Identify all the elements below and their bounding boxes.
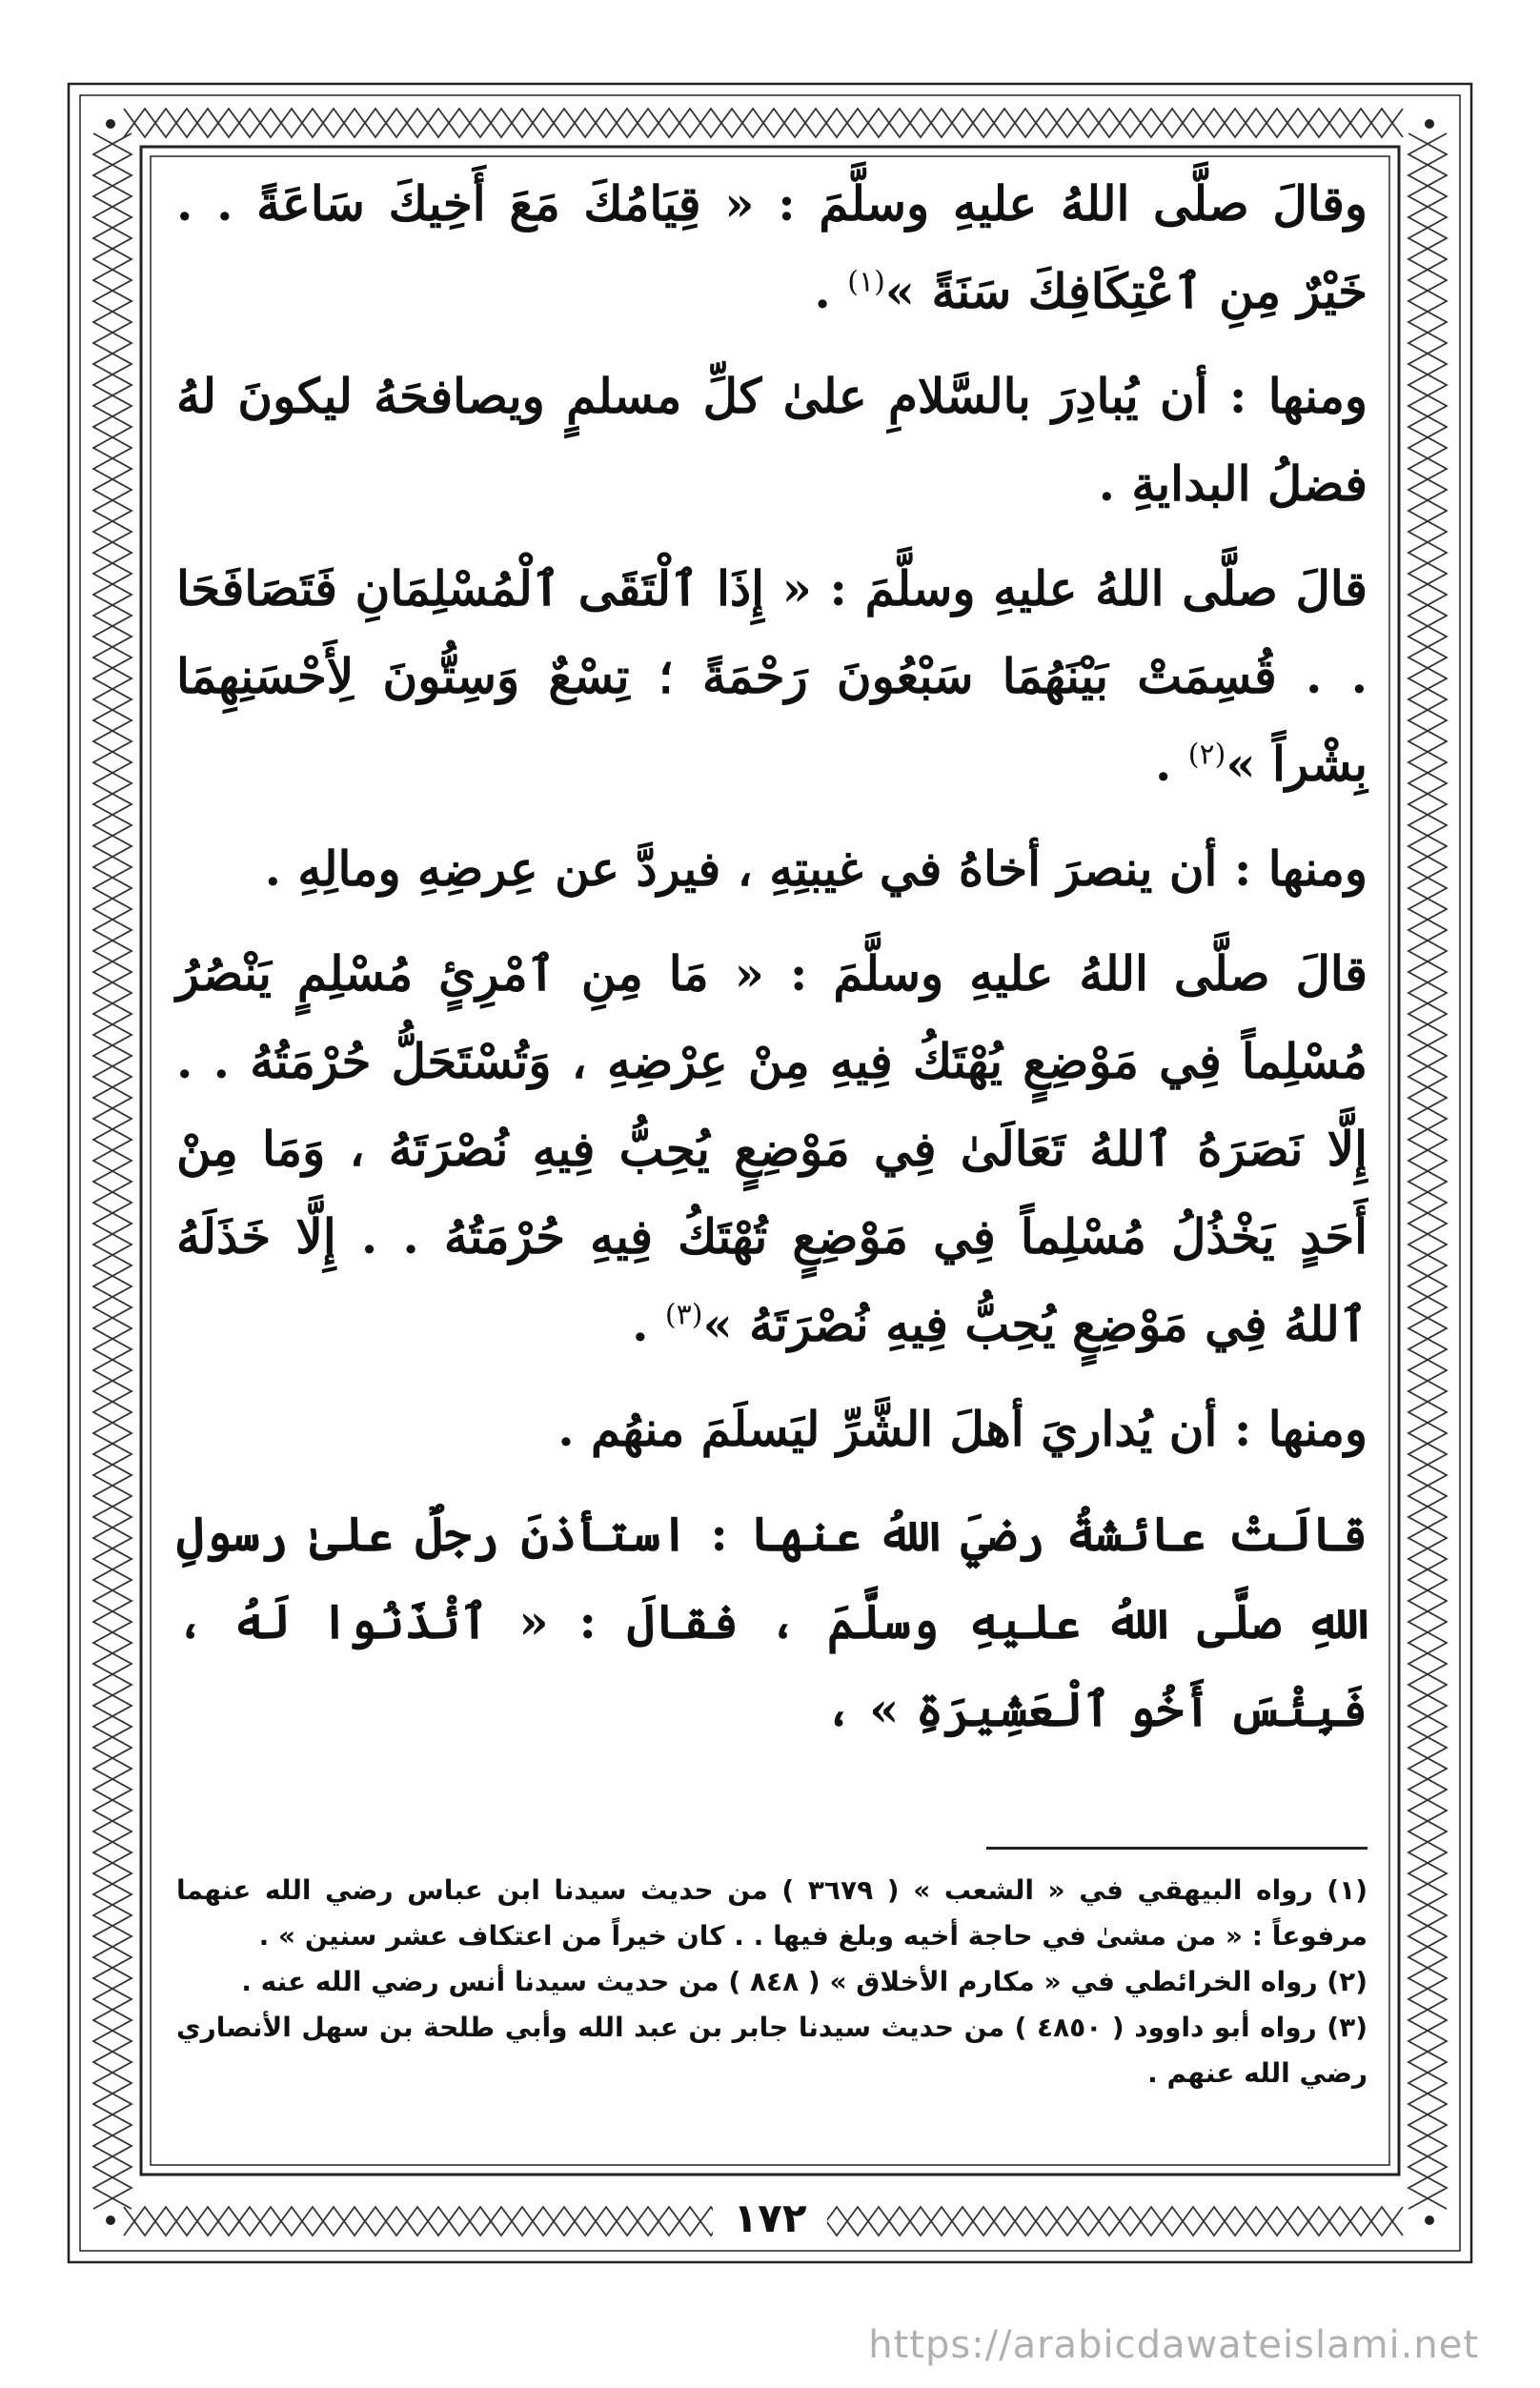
footnote-ref-1: (١)	[847, 265, 885, 299]
footnote-2: (٢) رواه الخرائطي في « مكارم الأخلاق » ( ٨٤٨ ) من حديث سيدنا أنس رضي الله عنه .	[241, 1966, 1368, 1997]
paragraph-4: ومنها : أن ينصرَ أخاهُ في غيبتِهِ ، فيردَّ عن عِرضِهِ ومالِهِ .	[264, 840, 1368, 897]
paragraph-7: قالَتْ عائشةُ رضيَ اللهُ عنها : استأذنَ رجلٌ علىٰ رسولِ اللهِ صلَّى اللهُ عليهِ وسلَّمَ ، فقالَ : « ٱئْذَنُوا لَهُ ، فَبِئْسَ أَخُو ٱلْعَشِيرَةِ » ،	[176, 1506, 1368, 1737]
footnotes	[176, 1868, 1368, 2096]
paragraph-2: ومنها : أن يُبادِرَ بالسَّلامِ علىٰ كلِّ مسلمٍ ويصافحَهُ ليكونَ لهُ فضلُ البدايةِ .	[176, 368, 1368, 512]
paragraph-3: قالَ صلَّى اللهُ عليهِ وسلَّمَ : « إِذَا ٱلْتَقَى ٱلْمُسْلِمَانِ فَتَصَافَحَا . . قُسِمَتْ بَيْنَهُمَا سَبْعُونَ رَحْمَةً ؛ تِسْعٌ وَسِتُّونَ لِأَحْسَنِهِمَا بِشْراً »$^{(٢)}$ .	[176, 560, 1368, 792]
footnote-ref-3: (٣)	[664, 1298, 703, 1332]
paragraph-5: قالَ صلَّى اللهُ عليهِ وسلَّمَ : « مَا مِنِ ٱمْرِئٍ مُسْلِمٍ يَنْصُرُ مُسْلِماً فِي مَوْضِعٍ يُهْتَكُ فِيهِ مِنْ عِرْضِهِ ، وَتُسْتَحَلُّ حُرْمَتُهُ . . إِلَّا نَصَرَهُ ٱللهُ تَعَالَىٰ فِي مَوْضِعٍ يُحِبُّ فِيهِ نُصْرَتَهُ ، وَمَا مِنْ أَحَدٍ يَخْذُلُ مُسْلِماً فِي مَوْضِعٍ تُهْتَكُ فِيهِ حُرْمَتُهُ . . إِلَّا خَذَلَهُ ٱللهُ فِي مَوْضِعٍ يُحِبُّ فِيهِ نُصْرَتَهُ »$^{(٣)}$ .	[176, 945, 1368, 1352]
footnote-3: (٣) رواه أبو داوود ( ٤٨٥٠ ) من حديث سيدنا جابر بن عبد الله وأبي طلحة بن سهل الأنصاري رضي الله عنهم .	[176, 2012, 1368, 2089]
footnote-ref-2: (٢)	[1187, 738, 1226, 772]
footnote-1: (١) رواه البيهقي في « الشعب » ( ٣٦٧٩ ) من حديث سيدنا ابن عباس رضي الله عنهما مرفوعاً : « من مشىٰ في حاجة أخيه وبلغ فيها . . كان خيراً من اعتكاف عشر سنين » .	[176, 1874, 1368, 1952]
page-body	[176, 160, 1368, 2142]
page-number: ١٧٢	[713, 2192, 827, 2245]
watermark-url: https://arabicdawateislami.net	[868, 2323, 1479, 2367]
footnote-separator	[986, 1847, 1368, 1850]
paragraph-1: وقالَ صلَّى اللهُ عليهِ وسلَّمَ : « قِيَامُكَ مَعَ أَخِيكَ سَاعَةً . . خَيْرٌ مِنِ ٱعْتِكَافِكَ سَنَةً »$^{(١)}$ .	[176, 175, 1368, 319]
paragraph-6: ومنها : أن يُداريَ أهلَ الشَّرِّ ليَسلَمَ منهُم .	[557, 1401, 1368, 1457]
